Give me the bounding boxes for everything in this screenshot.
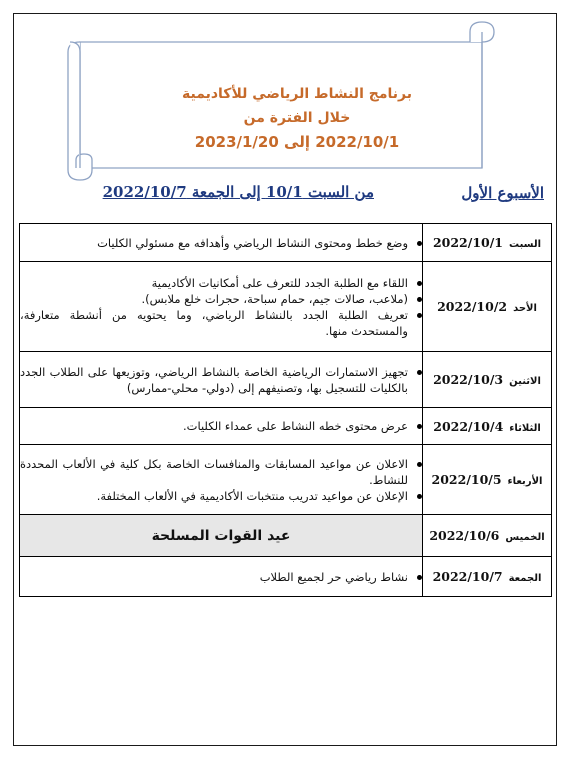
day-cell	[423, 352, 552, 408]
table-row	[20, 445, 552, 515]
program-title-line2: خلال الفترة من	[243, 110, 351, 126]
day-name: الأربعاء	[507, 476, 543, 487]
list-item: عرض محتوى خطه النشاط على عمداء الكليات.	[20, 418, 408, 434]
day-name: الأحد	[513, 303, 537, 314]
day-cell	[423, 557, 552, 597]
schedule-table	[19, 223, 552, 597]
list-item: اللقاء مع الطلبة الجدد للتعرف على أمكانيات الأكاديمية	[20, 275, 408, 291]
day-name: الجمعة	[508, 573, 542, 584]
day-date: 2022/10/6	[429, 528, 500, 543]
activity-cell	[20, 224, 423, 262]
day-date: 2022/10/3	[433, 372, 504, 387]
program-title-line3: 2022/10/1 إلى 2023/1/20	[194, 133, 400, 151]
table-row	[20, 262, 552, 352]
day-cell	[423, 224, 552, 262]
day-cell	[423, 445, 552, 515]
table-row	[20, 224, 552, 262]
day-cell	[423, 408, 552, 445]
day-name: الخميس	[505, 532, 545, 543]
activity-cell	[20, 262, 423, 352]
day-date: 2022/10/1	[432, 235, 503, 250]
activity-cell	[20, 352, 423, 408]
list-item: الاعلان عن مواعيد المسابقات والمنافسات الخاصة بكل كلية في الألعاب المحددة للنشاط.	[20, 456, 408, 487]
week-title: الأسبوع الأول	[461, 184, 544, 202]
week-header	[60, 180, 544, 210]
day-date: 2022/10/7	[432, 569, 503, 584]
table-row	[20, 408, 552, 445]
day-cell	[423, 515, 552, 557]
activity-cell	[20, 557, 423, 597]
day-date: 2022/10/5	[431, 472, 502, 487]
day-date: 2022/10/2	[437, 299, 508, 314]
table-row	[20, 557, 552, 597]
day-name: الاثنين	[509, 376, 541, 387]
table-row	[20, 352, 552, 408]
day-cell	[423, 262, 552, 352]
list-item: تجهيز الاستمارات الرياضية الخاصة بالنشاط الرياضي، وتوزيعها على الطلاب الجدد بالكليات للتسجيل بها، وتصنيفهم إلى (دولي- محلي-ممارس)	[20, 364, 408, 395]
activity-cell	[20, 445, 423, 515]
activity-cell	[20, 408, 423, 445]
program-title	[182, 82, 412, 154]
list-item: (ملاعب، صالات جيم، حمام سباحة، حجرات خلع ملابس).	[20, 291, 408, 307]
week-range: من السبت 10/1 إلى الجمعة 2022/10/7	[102, 183, 374, 201]
list-item: وضع خطط ومحتوى النشاط الرياضي وأهدافه مع مسئولي الكليات	[20, 235, 408, 251]
holiday-cell: عيد القوات المسلحة	[20, 515, 423, 557]
list-item: نشاط رياضي حر لجميع الطلاب	[20, 569, 408, 585]
day-name: الثلاثاء	[509, 422, 541, 434]
list-item: الإعلان عن مواعيد تدريب منتخبات الأكاديمية في الألعاب المختلفة.	[20, 488, 408, 504]
table-row	[20, 515, 552, 557]
day-name: السبت	[508, 239, 542, 250]
day-date: 2022/10/4	[433, 418, 504, 434]
list-item: تعريف الطلبة الجدد بالنشاط الرياضي، وما يحتويه من أنشطة متعارفة، والمستحدث منها.	[20, 307, 408, 338]
title-scroll-banner	[62, 20, 502, 190]
program-title-line1: برنامج النشاط الرياضي للأكاديمية	[182, 86, 412, 102]
